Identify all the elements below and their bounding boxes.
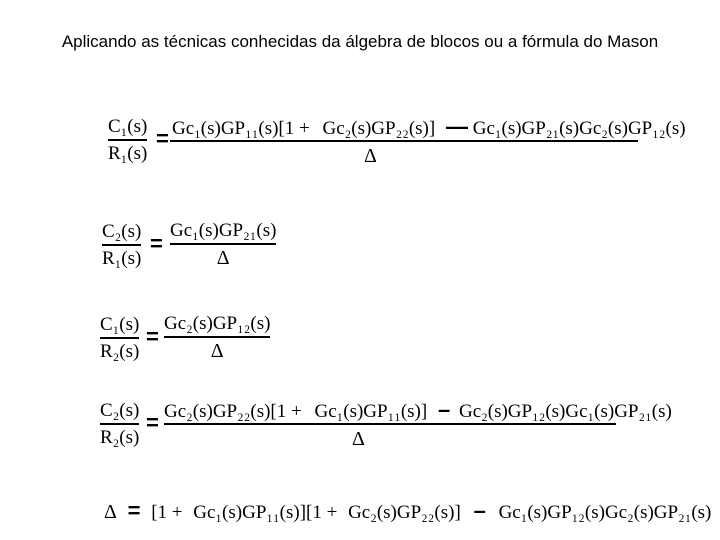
minus-sign: – — [473, 498, 486, 523]
rhs-fraction — [164, 314, 270, 361]
fraction-bar — [170, 140, 638, 142]
rhs-numerator — [164, 399, 672, 421]
numerator-part: Gc₂(s)GP₁₂(s)Gc₁(s)GP₂₁(s) — [458, 401, 672, 422]
lhs-numerator: C₁(s) — [108, 116, 148, 137]
equation-delta — [104, 500, 711, 522]
fraction-bar — [100, 423, 139, 425]
equals-sign: = — [156, 126, 169, 151]
lhs-numerator: C₂(s) — [100, 400, 140, 421]
fraction-bar — [164, 423, 616, 425]
lhs-fraction — [102, 222, 141, 268]
numerator-part: Gc₁(s)GP₁₁(s)[1 + — [172, 118, 310, 139]
fraction-bar — [102, 244, 141, 246]
numerator-part: Gc₂(s)GP₂₂(s)[1 + — [164, 401, 302, 422]
lhs-denominator: R₁(s) — [102, 248, 142, 269]
lhs-denominator: R₂(s) — [100, 341, 140, 362]
rhs-numerator — [172, 116, 686, 138]
fraction-bar — [100, 337, 139, 339]
rhs-denominator: Δ — [364, 145, 377, 167]
delta-symbol: Δ — [104, 501, 117, 523]
equals-sign: = — [127, 498, 141, 523]
fraction-bar — [170, 243, 276, 245]
rhs-denominator: Δ — [210, 340, 224, 362]
equals-sign: = — [150, 231, 163, 256]
delta-term: [1 + — [151, 502, 183, 523]
numerator-part: Gc₂(s)GP₂₂(s)] — [322, 118, 436, 139]
rhs-denominator: Δ — [352, 428, 365, 450]
delta-term: Gc₁(s)GP₁₁(s)][1 + — [193, 502, 338, 523]
numerator-part: Gc₁(s)GP₂₁(s)Gc₂(s)GP₁₂(s) — [472, 118, 686, 139]
delta-term: Gc₂(s)GP₂₂(s)] — [348, 502, 461, 523]
equals-sign: = — [146, 324, 159, 349]
fraction-bar — [108, 139, 147, 141]
lhs-fraction — [108, 117, 147, 163]
rhs-denominator: Δ — [216, 247, 230, 269]
rhs-fraction — [170, 221, 276, 268]
lhs-fraction — [100, 401, 139, 447]
numerator-part: Gc₁(s)GP₁₁(s)] — [314, 401, 428, 422]
lhs-fraction — [100, 315, 139, 361]
lhs-denominator: R₁(s) — [108, 143, 148, 164]
lhs-numerator: C₂(s) — [102, 221, 142, 242]
rhs-numerator: Gc₁(s)GP₂₁(s) — [170, 220, 277, 241]
delta-term: Gc₁(s)GP₁₂(s)Gc₂(s)GP₂₁(s) — [498, 502, 712, 523]
rhs-numerator: Gc₂(s)GP₁₂(s) — [164, 313, 271, 334]
equals-sign: = — [146, 410, 159, 435]
lhs-numerator: C₁(s) — [100, 314, 140, 335]
minus-sign: – — [437, 397, 451, 422]
lhs-denominator: R₂(s) — [100, 427, 140, 448]
fraction-bar — [164, 336, 270, 338]
page-heading: Aplicando as técnicas conhecidas da álgebra de blocos ou a fórmula do Mason — [61, 32, 659, 51]
minus-sign: — — [445, 114, 468, 139]
